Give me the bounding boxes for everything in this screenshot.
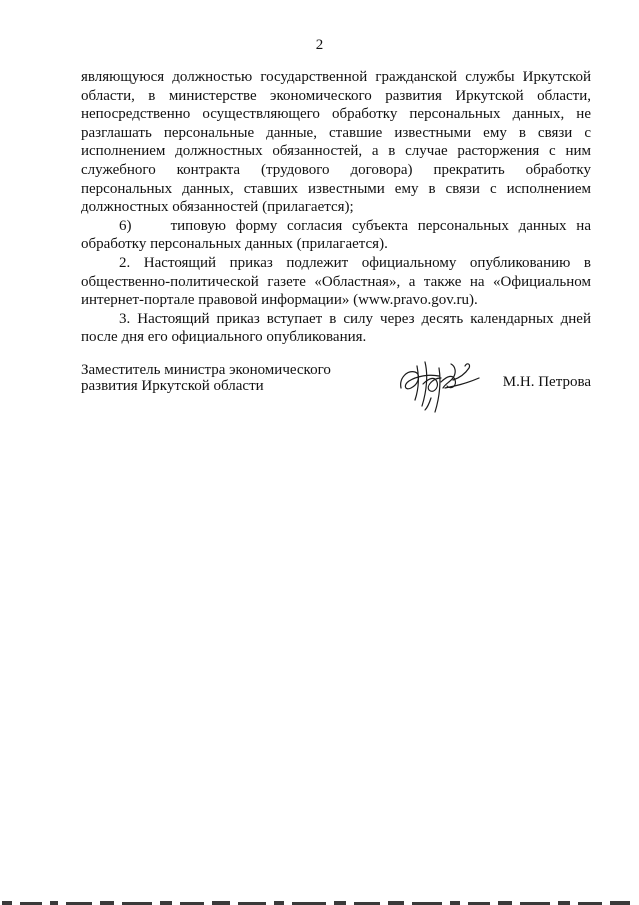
handwritten-signature bbox=[395, 354, 485, 416]
signatory-name: М.Н. Петрова bbox=[502, 374, 591, 390]
page-number: 2 bbox=[315, 37, 324, 53]
paragraph-effective-date: 3. Настоящий приказ вступает в силу через десять календарных дней после дня его официального опубликования. bbox=[81, 310, 591, 346]
signatory-title-line-2: развития Иркутской области bbox=[81, 378, 264, 394]
document-body bbox=[81, 68, 591, 347]
signatory-title bbox=[81, 362, 351, 394]
scan-edge-artifact bbox=[0, 897, 639, 905]
paragraph-continuation: являющуюся должностью государственной гражданской службы Иркутской области, в министерстве экономического развития Иркутской области, непосредственно осуществляющего обработку персональных данных, не разглашать персональные данные, ставшие известными ему в связи с исполнением должностных обязанностей, а в случае расторжения с ним служебного контракта (трудового договора) прекратить обработку персональных данных, ставших известными ему в связи с исполнением должностных обязанностей (прилагается); bbox=[81, 69, 591, 216]
signatory-title-line-1: Заместитель министра экономического bbox=[81, 362, 331, 378]
paragraph-item-6: 6) типовую форму согласия субъекта персональных данных на обработку персональных данных (прилагается). bbox=[81, 217, 591, 253]
paragraph-publication: 2. Настоящий приказ подлежит официальному опубликованию в общественно-политической газете «Областная», а также на «Официальном интернет-портале правовой информации» (www.pravo.gov.ru). bbox=[81, 254, 591, 309]
signature-block bbox=[81, 362, 591, 412]
